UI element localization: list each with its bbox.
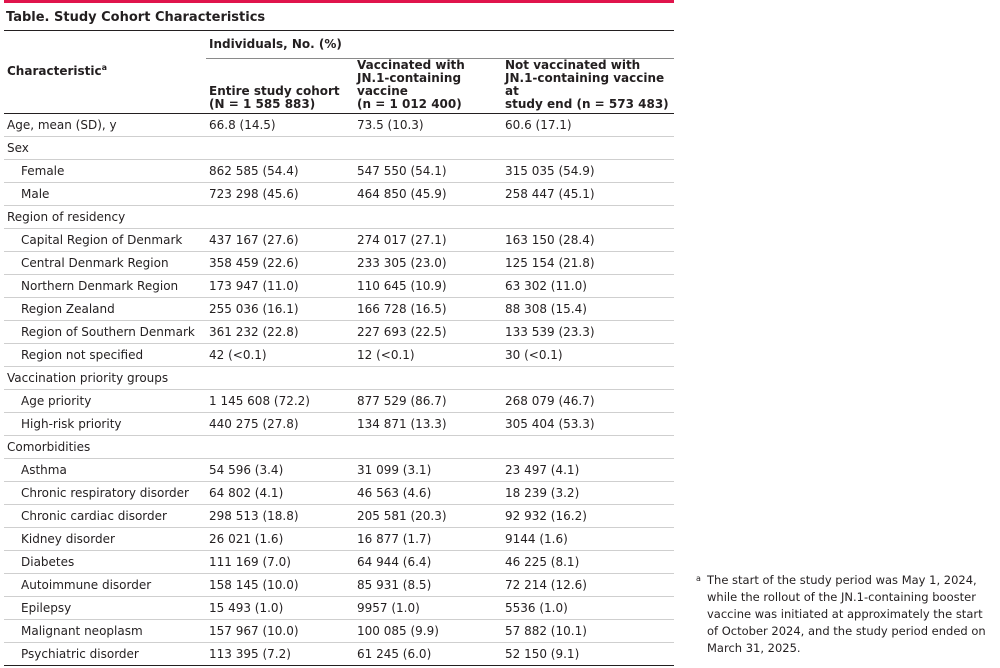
characteristic-header [4, 31, 206, 114]
table-row [4, 344, 674, 367]
cell-value: 26 021 (1.6) [206, 528, 354, 551]
cell-value [206, 206, 354, 229]
cell-value: 227 693 (22.5) [354, 321, 502, 344]
cell-value: 258 447 (45.1) [502, 183, 674, 206]
table-row [4, 160, 674, 183]
row-label: Malignant neoplasm [4, 620, 206, 643]
column-header-not-vaccinated [502, 59, 674, 114]
cell-value: 173 947 (11.0) [206, 275, 354, 298]
cell-value [206, 137, 354, 160]
cell-value: 361 232 (22.8) [206, 321, 354, 344]
column-header-line: Not vaccinated with [505, 58, 641, 72]
footnote-line: The start of the study period was May 1, 2024, [707, 573, 977, 587]
table-row [4, 183, 674, 206]
footnote-text [696, 572, 996, 657]
cell-value: 110 645 (10.9) [354, 275, 502, 298]
cell-value: 66.8 (14.5) [206, 114, 354, 137]
column-header-line: (n = 1 012 400) [357, 97, 462, 111]
cell-value: 30 (<0.1) [502, 344, 674, 367]
footnote-marker: a [101, 62, 107, 72]
cell-value: 64 802 (4.1) [206, 482, 354, 505]
cell-value: 63 302 (11.0) [502, 275, 674, 298]
cell-value: 60.6 (17.1) [502, 114, 674, 137]
cell-value: 133 539 (23.3) [502, 321, 674, 344]
table-section-row [4, 137, 674, 160]
cell-value: 23 497 (4.1) [502, 459, 674, 482]
cell-value: 464 850 (45.9) [354, 183, 502, 206]
footnote-marker: a [696, 574, 701, 583]
cell-value: 16 877 (1.7) [354, 528, 502, 551]
cohort-table [4, 31, 674, 666]
cell-value: 61 245 (6.0) [354, 643, 502, 666]
column-header-line: (N = 1 585 883) [209, 97, 316, 111]
row-label: Sex [4, 137, 206, 160]
cell-value: 157 967 (10.0) [206, 620, 354, 643]
table-section-row [4, 367, 674, 390]
cell-value: 268 079 (46.7) [502, 390, 674, 413]
cell-value: 100 085 (9.9) [354, 620, 502, 643]
cell-value: 46 225 (8.1) [502, 551, 674, 574]
cell-value: 52 150 (9.1) [502, 643, 674, 666]
table-row [4, 505, 674, 528]
table-section-row [4, 436, 674, 459]
cell-value: 163 150 (28.4) [502, 229, 674, 252]
table-row [4, 252, 674, 275]
column-header-line: Entire study cohort [209, 84, 340, 98]
cell-value: 877 529 (86.7) [354, 390, 502, 413]
cell-value: 305 404 (53.3) [502, 413, 674, 436]
row-label: Chronic respiratory disorder [4, 482, 206, 505]
cell-value: 31 099 (3.1) [354, 459, 502, 482]
row-label: Autoimmune disorder [4, 574, 206, 597]
cell-value [354, 367, 502, 390]
footnote [696, 572, 996, 657]
column-header-vaccinated [354, 59, 502, 114]
cell-value: 73.5 (10.3) [354, 114, 502, 137]
table-row [4, 298, 674, 321]
cell-value: 9957 (1.0) [354, 597, 502, 620]
cell-value: 298 513 (18.8) [206, 505, 354, 528]
table-row [4, 229, 674, 252]
row-label: Central Denmark Region [4, 252, 206, 275]
table-body [4, 114, 674, 666]
row-label: Capital Region of Denmark [4, 229, 206, 252]
group-header: Individuals, No. (%) [206, 31, 674, 59]
cell-value: 18 239 (3.2) [502, 482, 674, 505]
cell-value: 440 275 (27.8) [206, 413, 354, 436]
row-label: Female [4, 160, 206, 183]
cell-value: 15 493 (1.0) [206, 597, 354, 620]
cell-value: 72 214 (12.6) [502, 574, 674, 597]
table-row [4, 528, 674, 551]
cell-value: 113 395 (7.2) [206, 643, 354, 666]
cell-value: 233 305 (23.0) [354, 252, 502, 275]
footnote-line: March 31, 2025. [707, 641, 801, 655]
cell-value [502, 367, 674, 390]
cell-value [502, 436, 674, 459]
row-label: Asthma [4, 459, 206, 482]
cell-value: 54 596 (3.4) [206, 459, 354, 482]
footnote-line: of October 2024, and the study period ended on [707, 624, 986, 638]
table-row [4, 459, 674, 482]
table-row [4, 390, 674, 413]
cell-value: 723 298 (45.6) [206, 183, 354, 206]
row-label: Comorbidities [4, 436, 206, 459]
cell-value: 111 169 (7.0) [206, 551, 354, 574]
cell-value [502, 137, 674, 160]
footnote-line: while the rollout of the JN.1-containing booster [707, 590, 976, 604]
cell-value [354, 206, 502, 229]
cell-value [502, 206, 674, 229]
row-label: Region of Southern Denmark [4, 321, 206, 344]
cohort-table-container [4, 0, 674, 666]
table-row [4, 321, 674, 344]
cell-value: 85 931 (8.5) [354, 574, 502, 597]
table-row [4, 597, 674, 620]
cell-value: 88 308 (15.4) [502, 298, 674, 321]
cell-value: 315 035 (54.9) [502, 160, 674, 183]
cell-value: 125 154 (21.8) [502, 252, 674, 275]
column-header-line: JN.1-containing vaccine at [505, 71, 665, 98]
table-section-row [4, 206, 674, 229]
cell-value: 205 581 (20.3) [354, 505, 502, 528]
cell-value: 255 036 (16.1) [206, 298, 354, 321]
cell-value: 134 871 (13.3) [354, 413, 502, 436]
table-title: Table. Study Cohort Characteristics [4, 3, 674, 31]
column-header-line: study end (n = 573 483) [505, 97, 669, 111]
row-label: Psychiatric disorder [4, 643, 206, 666]
table-row [4, 551, 674, 574]
table-row [4, 413, 674, 436]
row-label: Region Zealand [4, 298, 206, 321]
footnote-line: vaccine was initiated at approximately the start [707, 607, 983, 621]
row-label: Diabetes [4, 551, 206, 574]
table-row [4, 620, 674, 643]
cell-value: 547 550 (54.1) [354, 160, 502, 183]
row-label: Region of residency [4, 206, 206, 229]
column-header-line: Vaccinated with [357, 58, 465, 72]
cell-value: 166 728 (16.5) [354, 298, 502, 321]
table-row [4, 275, 674, 298]
row-label: Northern Denmark Region [4, 275, 206, 298]
row-label: High-risk priority [4, 413, 206, 436]
table-row [4, 482, 674, 505]
row-label: Epilepsy [4, 597, 206, 620]
cell-value: 46 563 (4.6) [354, 482, 502, 505]
row-label: Vaccination priority groups [4, 367, 206, 390]
table-section-row [4, 114, 674, 137]
characteristic-header-label: Characteristic [7, 63, 102, 78]
row-label: Age priority [4, 390, 206, 413]
cell-value: 42 (<0.1) [206, 344, 354, 367]
cell-value: 358 459 (22.6) [206, 252, 354, 275]
column-header-entire-cohort [206, 59, 354, 114]
row-label: Male [4, 183, 206, 206]
table-row [4, 643, 674, 666]
cell-value [354, 137, 502, 160]
cell-value [206, 436, 354, 459]
cell-value [206, 367, 354, 390]
row-label: Age, mean (SD), y [4, 114, 206, 137]
cell-value: 64 944 (6.4) [354, 551, 502, 574]
row-label: Region not specified [4, 344, 206, 367]
cell-value: 5536 (1.0) [502, 597, 674, 620]
cell-value: 274 017 (27.1) [354, 229, 502, 252]
cell-value: 862 585 (54.4) [206, 160, 354, 183]
cell-value: 9144 (1.6) [502, 528, 674, 551]
cell-value: 158 145 (10.0) [206, 574, 354, 597]
cell-value: 57 882 (10.1) [502, 620, 674, 643]
row-label: Chronic cardiac disorder [4, 505, 206, 528]
table-row [4, 574, 674, 597]
cell-value [354, 436, 502, 459]
cell-value: 437 167 (27.6) [206, 229, 354, 252]
cell-value: 12 (<0.1) [354, 344, 502, 367]
column-header-line: JN.1-containing vaccine [357, 71, 462, 98]
cell-value: 92 932 (16.2) [502, 505, 674, 528]
cell-value: 1 145 608 (72.2) [206, 390, 354, 413]
row-label: Kidney disorder [4, 528, 206, 551]
